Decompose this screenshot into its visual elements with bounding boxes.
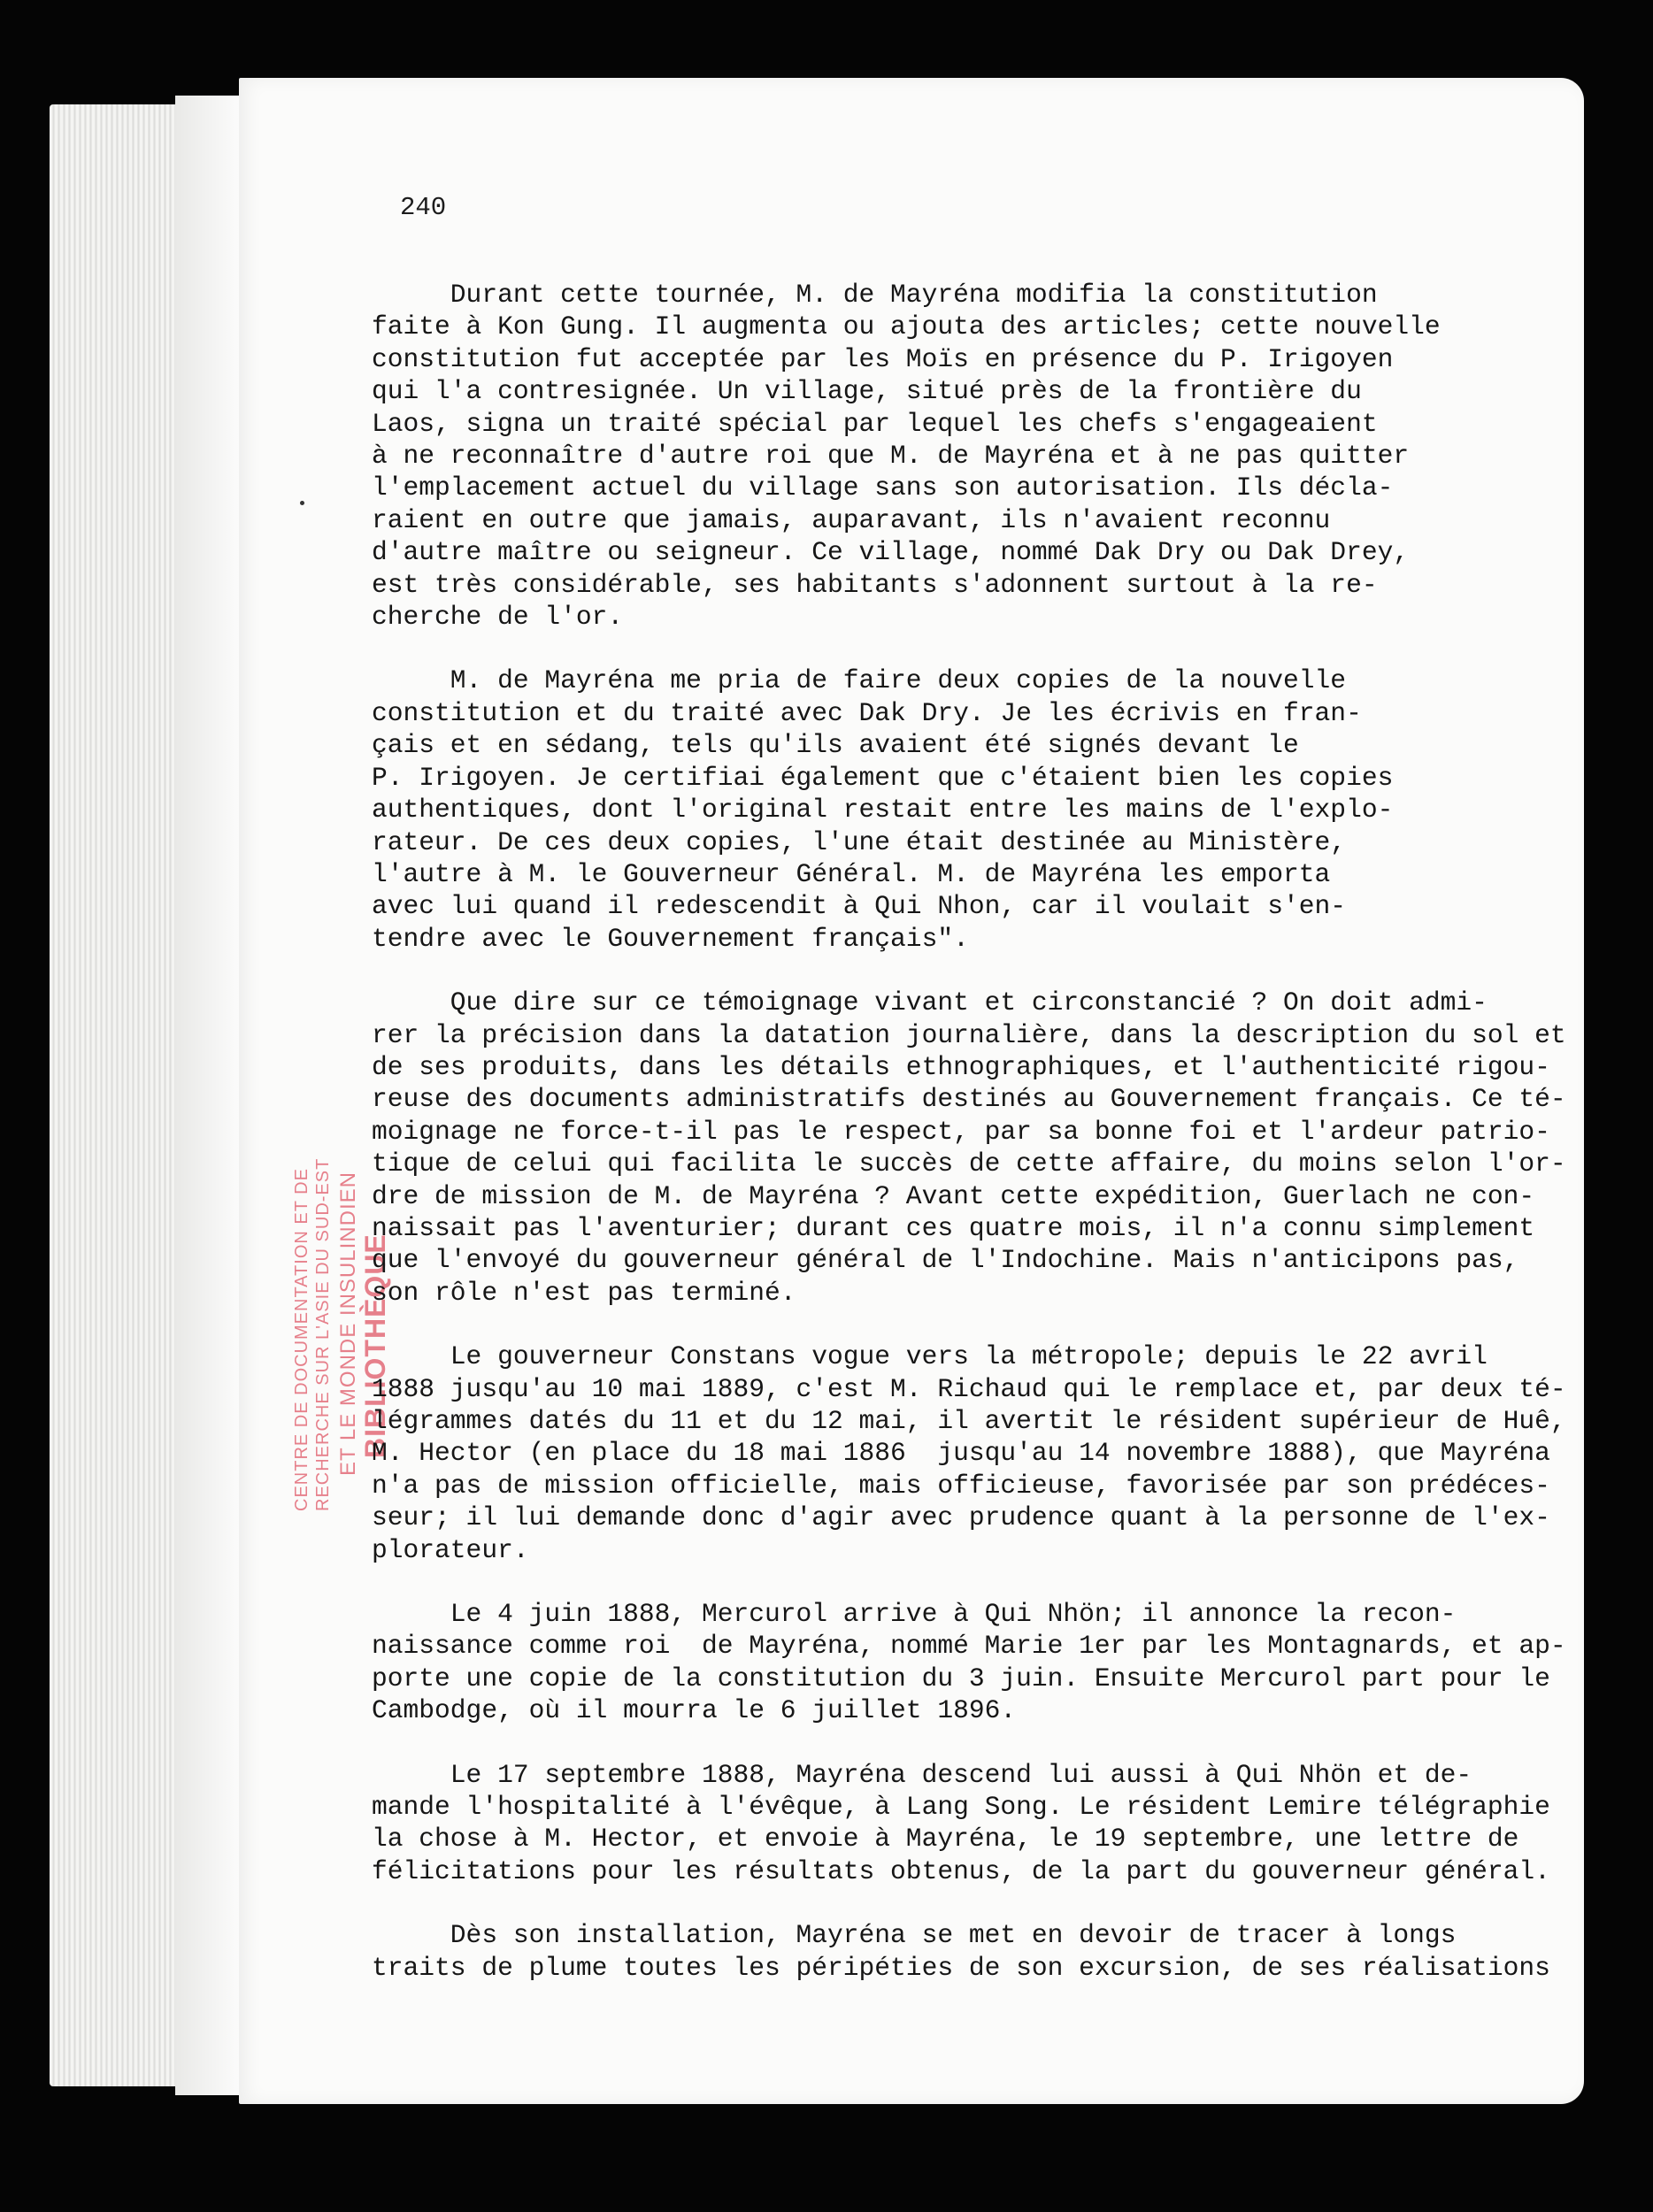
- text-line: que l'envoyé du gouverneur général de l'Indochine. Mais n'anticipons pas,: [372, 1245, 1519, 1276]
- page-number: 240: [400, 193, 447, 222]
- text-line: tendre avec le Gouvernement français".: [372, 923, 969, 954]
- text-line: de ses produits, dans les détails ethnographiques, et l'authenticité rigou-: [372, 1051, 1550, 1082]
- text-line: plorateur.: [372, 1534, 529, 1565]
- text-line: authentiques, dont l'original restait entre les mains de l'explo-: [372, 795, 1394, 826]
- library-stamp: [292, 1033, 391, 1529]
- paragraph: [372, 279, 1441, 633]
- text-line: l'autre à M. le Gouverneur Général. M. de Mayréna les emporta: [372, 858, 1331, 889]
- text-line: tique de celui qui facilita le succès de cette affaire, du moins selon l'or-: [372, 1148, 1566, 1179]
- paragraph: [372, 1919, 1550, 1984]
- text-line: n'a pas de mission officielle, mais officieuse, favorisée par son prédéces-: [372, 1470, 1550, 1501]
- text-line: P. Irigoyen. Je certifiai également que c'étaient bien les copies: [372, 762, 1394, 793]
- text-line: naissance comme roi de Mayréna, nommé Marie 1er par les Montagnards, et ap-: [372, 1631, 1566, 1662]
- text-line: 1888 jusqu'au 10 mai 1889, c'est M. Richaud qui le remplace et, par deux té-: [372, 1373, 1566, 1404]
- text-line: cherche de l'or.: [372, 602, 624, 633]
- page-text: [372, 279, 1566, 1984]
- text-line: à ne reconnaître d'autre roi que M. de Mayréna et à ne pas quitter: [372, 441, 1410, 472]
- text-line: M. Hector (en place du 18 mai 1886 jusqu'au 14 novembre 1888), que Mayréna: [372, 1438, 1550, 1469]
- text-line: est très considérable, ses habitants s'adonnent surtout à la re-: [372, 569, 1378, 600]
- text-line: reuse des documents administratifs destinés au Gouvernement français. Ce té-: [372, 1084, 1566, 1115]
- text-line: Le gouverneur Constans vogue vers la métropole; depuis le 22 avril: [372, 1341, 1488, 1372]
- paragraph: [372, 1340, 1566, 1566]
- paragraph-gap: [372, 1727, 1438, 1759]
- text-line: rateur. De ces deux copies, l'une était destinée au Ministère,: [372, 826, 1347, 857]
- paragraph: [372, 987, 1566, 1309]
- stamp-line: RECHERCHE SUR L'ASIE DU SUD-EST: [313, 1157, 333, 1511]
- paragraph-gap: [372, 1566, 1438, 1598]
- paragraph-gap: [372, 955, 1438, 987]
- text-line: mande l'hospitalité à l'évêque, à Lang Song. Le résident Lemire télégraphie: [372, 1792, 1550, 1823]
- stamp-line: ET LE MONDE INSULINDIEN: [336, 1171, 360, 1476]
- text-line: rer la précision dans la datation journalière, dans la description du sol et: [372, 1019, 1566, 1050]
- text-line: Durant cette tournée, M. de Mayréna modifia la constitution: [372, 280, 1378, 310]
- text-line: Cambodge, où il mourra le 6 juillet 1896.: [372, 1695, 1017, 1726]
- text-line: félicitations pour les résultats obtenus, de la part du gouverneur général.: [372, 1855, 1550, 1886]
- text-line: porte une copie de la constitution du 3 juin. Ensuite Mercurol part pour le: [372, 1663, 1550, 1694]
- paragraph-gap: [372, 1309, 1438, 1340]
- text-line: dre de mission de M. de Mayréna ? Avant cette expédition, Guerlach ne con-: [372, 1180, 1535, 1211]
- stamp-line: CENTRE DE DOCUMENTATION ET DE: [292, 1168, 311, 1511]
- text-line: d'autre maître ou seigneur. Ce village, nommé Dak Dry ou Dak Drey,: [372, 537, 1410, 568]
- paragraph: [372, 1598, 1566, 1727]
- text-line: qui l'a contresignée. Un village, situé près de la frontière du: [372, 376, 1362, 407]
- text-line: raient en outre que jamais, auparavant, ils n'avaient reconnu: [372, 504, 1331, 535]
- text-line: constitution et du traité avec Dak Dry. Je les écrivis en fran-: [372, 697, 1362, 728]
- page-edges-stack: [50, 104, 182, 2086]
- text-line: avec lui quand il redescendit à Qui Nhon, car il voulait s'en-: [372, 891, 1347, 922]
- text-line: Le 4 juin 1888, Mercurol arrive à Qui Nhön; il annonce la recon-: [372, 1599, 1457, 1630]
- text-line: moignage ne force-t-il pas le respect, par sa bonne foi et l'ardeur patrio-: [372, 1116, 1550, 1147]
- paragraph: [372, 664, 1438, 955]
- text-line: Que dire sur ce témoignage vivant et circonstancié ? On doit admi-: [372, 987, 1488, 1018]
- text-line: légrammes datés du 11 et du 12 mai, il avertit le résident supérieur de Huê,: [372, 1406, 1566, 1436]
- text-line: M. de Mayréna me pria de faire deux copies de la nouvelle: [372, 665, 1347, 696]
- paragraph: [372, 1759, 1550, 1888]
- text-line: traits de plume toutes les péripéties de son excursion, de ses réalisations: [372, 1952, 1550, 1983]
- text-line: la chose à M. Hector, et envoie à Mayréna, le 19 septembre, une lettre de: [372, 1824, 1519, 1855]
- stamp-line: BIBLIOTHÈQUE: [359, 1233, 391, 1458]
- text-line: constitution fut acceptée par les Moïs en présence du P. Irigoyen: [372, 343, 1394, 374]
- text-line: Dès son installation, Mayréna se met en devoir de tracer à longs: [372, 1920, 1457, 1951]
- paragraph-gap: [372, 633, 1438, 664]
- text-line: çais et en sédang, tels qu'ils avaient été signés devant le: [372, 730, 1299, 761]
- paragraph-gap: [372, 1887, 1438, 1919]
- text-line: son rôle n'est pas terminé.: [372, 1277, 796, 1308]
- text-line: l'emplacement actuel du village sans son autorisation. Ils décla-: [372, 472, 1394, 503]
- text-line: seur; il lui demande donc d'agir avec prudence quant à la personne de l'ex-: [372, 1502, 1550, 1533]
- text-line: faite à Kon Gung. Il augmenta ou ajouta des articles; cette nouvelle: [372, 311, 1441, 342]
- book-spine-shadow: [175, 96, 246, 2095]
- text-line: Laos, signa un traité spécial par lequel les chefs s'engageaient: [372, 408, 1378, 439]
- text-line: naissait pas l'aventurier; durant ces quatre mois, il n'a connu simplement: [372, 1212, 1535, 1243]
- text-line: Le 17 septembre 1888, Mayréna descend lui aussi à Qui Nhön et de-: [372, 1759, 1472, 1790]
- ink-speck: [300, 501, 304, 505]
